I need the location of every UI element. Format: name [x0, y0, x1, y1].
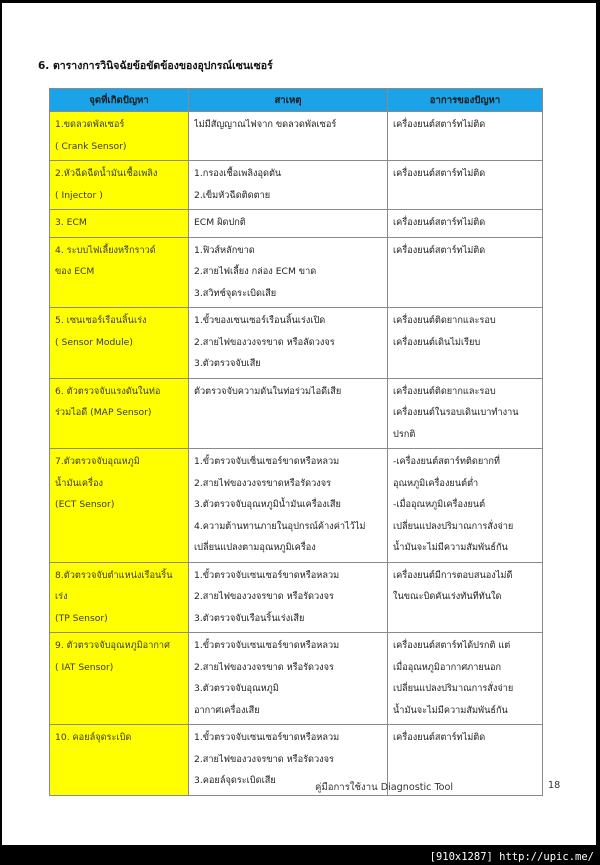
header-symptom: อาการของปัญหา — [388, 89, 543, 112]
symptom-line: เครื่องยนต์มีการตอบสนองไม่ดี — [393, 569, 513, 581]
table-row — [50, 725, 543, 796]
location-line: ของ ECM — [55, 266, 95, 277]
location-cell — [50, 725, 189, 796]
cause-line: 1.ขั้วตรวจจับเซนเซอร์ขาดหรือหลวม — [194, 569, 340, 581]
cause-line: 1.ขั้วตรวจจับเซนเซอร์ขาดหรือหลวม — [194, 640, 340, 651]
symptom-line: เครื่องยนต์สตาร์ทไม่ติด — [393, 119, 486, 130]
page-number: 18 — [548, 780, 561, 791]
symptom-line: เครื่องยนต์สตาร์ทไม่ติด — [393, 168, 486, 179]
cause-cell — [189, 449, 388, 563]
symptom-cell — [388, 449, 543, 563]
symptom-line: เครื่องยนต์ติดยากและรอบ — [393, 315, 496, 326]
symptom-cell — [388, 161, 543, 210]
symptom-line: น้ำมันจะไม่มีความสัมพันธ์กัน — [393, 542, 508, 553]
symptom-line: เปลี่ยนแปลงปริมาณการสั่งจ่าย — [393, 520, 514, 532]
symptom-cell — [388, 633, 543, 725]
cause-line: 2.สายไฟของวงจรขาด หรือรัดวงจร — [194, 661, 334, 673]
table-row — [50, 237, 543, 308]
cause-line: 2.สายไฟของวงจรขาดหรือรัดวงจร — [194, 477, 332, 489]
location-cell — [50, 633, 189, 725]
symptom-cell — [388, 237, 543, 308]
symptom-line: เครื่องยนต์เดินไม่เรียบ — [393, 336, 481, 348]
section-title: 6. ตารางการวินิจฉัยข้อขัดข้องของอุปกรณ์เซนเซอร์ — [38, 60, 273, 72]
document-page — [2, 3, 596, 845]
location-cell — [50, 161, 189, 210]
cause-line: 3.ตัวตรวจจับเรือนริ้นเร่งเสีย — [194, 612, 305, 624]
symptom-line: เมื่ออุณหภูมิอากาศภายนอก — [393, 661, 502, 673]
location-line: 10. คอยล์จุดระเบิด — [55, 732, 132, 743]
cause-cell — [189, 210, 388, 238]
cause-cell — [189, 633, 388, 725]
location-line: เร่ง — [55, 591, 68, 602]
cause-line: 1.ขั้วตรวจจับเซนเซอร์ขาดหรือหลวม — [194, 732, 340, 743]
symptom-line: -เครื่องยนต์สตาร์ทติดยากที่ — [393, 456, 500, 467]
location-cell — [50, 378, 189, 449]
cause-line: 1.ขั้วของเซนเซอร์เรือนลิ้นเร่งเปิด — [194, 315, 326, 326]
cause-line: 1.ขั้วตรวจจับเซ็นเซอร์ขาดหรือหลวม — [194, 456, 340, 467]
cause-line: ตัวตรวจจับความดันในท่อร่วมไอดีเสีย — [194, 385, 342, 397]
footer-doc-name: คู่มือการใช้งาน Diagnostic Tool — [315, 782, 454, 793]
header-location: จุดที่เกิดปัญหา — [50, 89, 189, 112]
cause-line: ไม่มีสัญญาณไฟจาก ขดลวดพัลเซอร์ — [194, 119, 337, 130]
symptom-line: เครื่องยนต์สตาร์ทได้ปรกติ แต่ — [393, 640, 511, 651]
table-row — [50, 210, 543, 238]
cause-cell — [189, 112, 388, 161]
location-line: 8.ตัวตรวจจับตำแหน่งเรือนริ้น — [55, 569, 173, 581]
cause-cell — [189, 378, 388, 449]
symptom-cell — [388, 112, 543, 161]
location-line: (TP Sensor) — [55, 612, 108, 624]
location-cell — [50, 112, 189, 161]
location-line: 6. ตัวตรวจจับแรงดันในท่อ — [55, 385, 161, 397]
symptom-line: น้ำมันจะไม่มีความสัมพันธ์กัน — [393, 704, 508, 716]
cause-cell — [189, 562, 388, 633]
table-row — [50, 378, 543, 449]
location-line: ( Sensor Module) — [55, 336, 133, 348]
location-cell — [50, 449, 189, 563]
cause-line: 2.สายไฟเลี้ยง กล่อง ECM ขาด — [194, 266, 317, 277]
cause-cell — [189, 308, 388, 379]
location-line: 2.หัวฉีดฉีดน้ำมันเชื้อเพลิง — [55, 168, 158, 179]
location-line: 1.ขดลวดพัลเซอร์ — [55, 119, 125, 130]
table-row — [50, 308, 543, 379]
symptom-cell — [388, 210, 543, 238]
cause-line: อากาศเครื่องเสีย — [194, 704, 260, 716]
table-row — [50, 633, 543, 725]
location-cell — [50, 308, 189, 379]
cause-line: 4.ความต้านทานภายในอุปกรณ์ค้างค่าไว้ไม่ — [194, 520, 366, 532]
cause-line: 1.กรองเชื้อเพลิงอุดตัน — [194, 168, 282, 179]
table-row — [50, 112, 543, 161]
table-row — [50, 161, 543, 210]
diagnostic-table — [49, 88, 543, 796]
cause-cell — [189, 161, 388, 210]
symptom-line: -เมื่ออุณหภูมิเครื่องยนต์ — [393, 499, 486, 510]
location-line: ( IAT Sensor) — [55, 661, 114, 673]
symptom-line: เครื่องยนต์สตาร์ทไม่ติด — [393, 217, 486, 228]
symptom-line: เครื่องยนต์ติดยากและรอบ — [393, 385, 496, 397]
table-row — [50, 562, 543, 633]
cause-line: 3.ตัวตรวจจับอุณหภูมิน้ำมันเครื่องเสีย — [194, 499, 341, 510]
location-line: น้ำมันเครื่อง — [55, 477, 104, 489]
location-line: 7.ตัวตรวจจับอุณหภูมิ — [55, 456, 140, 467]
table-row — [50, 449, 543, 563]
cause-line: 2.เข็มหัวฉีดติดตาย — [194, 189, 271, 201]
table-header-row — [50, 89, 543, 112]
header-cause: สาเหตุ — [189, 89, 388, 112]
cause-line: 3.ตัวตรวจจับอุณหภูมิ — [194, 683, 279, 694]
symptom-cell — [388, 562, 543, 633]
cause-line: 3.คอยล์จุดระเบิดเสีย — [194, 775, 276, 786]
location-line: 3. ECM — [55, 217, 87, 228]
cause-line: 3.สวิทช์จุดระเบิดเสีย — [194, 287, 277, 299]
location-line: ( Injector ) — [55, 189, 103, 201]
location-cell — [50, 210, 189, 238]
cause-line: 1.ฟิวส์หลักขาด — [194, 244, 255, 256]
cause-line: เปลี่ยนแปลงตามอุณหภูมิเครื่อง — [194, 542, 316, 553]
symptom-line: เครื่องยนต์สตาร์ทไม่ติด — [393, 244, 486, 256]
symptom-line: อุณหภูมิเครื่องยนต์ต่ำ — [393, 477, 479, 489]
cause-line: 2.สายไฟของวงจรขาด หรือรัดวงจร — [194, 591, 334, 602]
symptom-cell — [388, 378, 543, 449]
symptom-line: เครื่องยนต์สตาร์ทไม่ติด — [393, 732, 486, 743]
symptom-line: ในขณะบิดคันเร่งทันทีทันใด — [393, 591, 502, 602]
cause-line: 2.สายไฟของวงจรขาด หรือลัดวงจร — [194, 336, 335, 348]
location-line: 9. ตัวตรวจจับอุณหภูมิอากาศ — [55, 640, 170, 651]
cause-line: 3.ตัวตรวจจับเสีย — [194, 358, 261, 369]
location-line: ( Crank Sensor) — [55, 140, 127, 152]
symptom-cell — [388, 308, 543, 379]
cause-line: 2.สายไฟของวงจรขาด หรือรัดวงจร — [194, 753, 334, 765]
image-watermark: [910x1287] http://upic.me/ — [429, 851, 594, 863]
location-cell — [50, 562, 189, 633]
cause-line: ECM ผิดปกติ — [194, 217, 246, 228]
cause-cell — [189, 237, 388, 308]
location-line: (ECT Sensor) — [55, 499, 115, 510]
symptom-line: ปรกติ — [393, 428, 416, 440]
symptom-line: เปลี่ยนแปลงปริมาณการสั่งจ่าย — [393, 683, 514, 694]
location-cell — [50, 237, 189, 308]
symptom-line: เครื่องยนต์ในรอบเดินเบาทำงาน — [393, 407, 519, 418]
location-line: 5. เซนเซอร์เรือนลิ้นเร่ง — [55, 315, 147, 326]
location-line: ร่วมไอดี (MAP Sensor) — [55, 407, 152, 418]
location-line: 4. ระบบไฟเลี้ยงหรีกราวด์ — [55, 244, 156, 256]
table-body — [50, 112, 543, 796]
